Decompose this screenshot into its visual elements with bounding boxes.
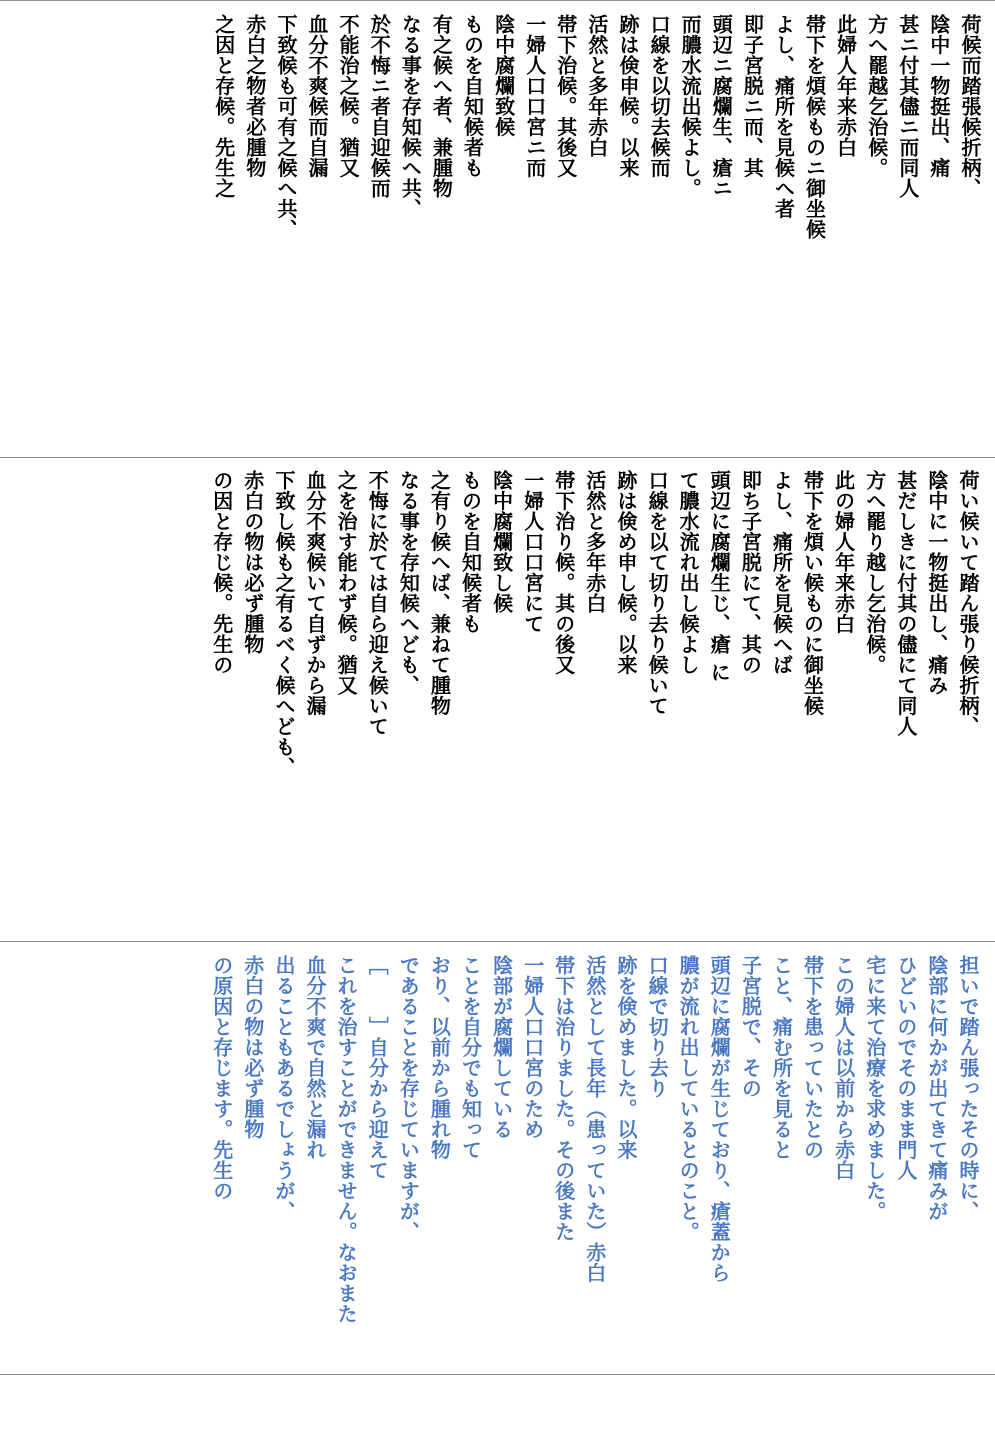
reading-text-column: なる事を存知候へども、	[396, 470, 421, 696]
original-text-column: 帯下治候。其後又	[553, 14, 578, 178]
original-text-column: 荷候而踏張候折柄、	[958, 14, 982, 199]
reading-text-column: 之有り候へば、兼ねて腫物	[427, 470, 452, 716]
translation-text-column: 出ることもあるでしょうが、	[271, 955, 296, 1222]
reading-text-column: 跡は倹め申し候。以来	[613, 470, 638, 675]
translation-text-column: ことを自分でも知って	[458, 955, 483, 1160]
translation-text-column: ［ ］自分から迎えて	[365, 955, 390, 1181]
reading-text-column: 活然と多年赤白	[582, 470, 607, 614]
original-text-column: 一婦人口口宮ニ而	[522, 14, 547, 178]
reading-text-column: 即ち子宮脱にて、其の	[738, 470, 763, 675]
translation-text-column: 宅に来て治療を求めました。	[862, 955, 887, 1222]
translation-text-column: 口線で切り去り	[645, 955, 670, 1099]
original-text-column: 之因と存候。先生之	[211, 14, 236, 199]
original-text-column: 下致候も可有之候へ共、	[273, 14, 298, 240]
translation-text-column: 一婦人口口宮のため	[520, 955, 545, 1140]
reading-text-column: よし、痛所を見候へば	[769, 470, 794, 675]
original-text-column: 不能治之候。猶又	[336, 14, 361, 178]
translation-text-column: であることを存じていますが、	[396, 955, 421, 1242]
translation-text-column: こと、痛む所を見ると	[769, 955, 794, 1160]
reading-text-column: 帯下治り候。其の後又	[551, 470, 576, 675]
reading-text-column: 赤白の物は必ず腫物	[240, 470, 265, 655]
translation-text-column: 帯下は治りました。その後また	[551, 955, 576, 1242]
reading-text-column: 血分不爽候いて自ずから漏	[303, 470, 328, 716]
reading-text-column: 下致し候も之有るべく候へども、	[271, 470, 296, 778]
reading-text-column: 陰中に一物挺出し、痛み	[924, 470, 949, 696]
reading-text-column: 頭辺に腐爛生じ、瘡 に	[707, 470, 732, 683]
original-text-column: 頭辺ニ腐爛生、瘡ニ	[709, 14, 734, 199]
translation-text-column: ひどいのでそのまま門人	[893, 955, 918, 1181]
reading-text-column: 此の婦人年来赤白	[831, 470, 856, 634]
translation-text-column: の原因と存じます。先生の	[209, 955, 234, 1201]
translation-text-column: 担いで踏ん張ったその時に、	[956, 955, 980, 1222]
translation-text-column: 頭辺に腐爛が生じており、瘡蓋から	[707, 955, 732, 1283]
original-text-column: 方へ罷越乞治候。	[864, 14, 889, 178]
translation-text-column: 跡を倹めました。以来	[613, 955, 638, 1160]
reading-text-column: 不悔に於ては自ら迎え候いて	[365, 470, 390, 737]
original-text-column: 陰中腐爛致候	[491, 14, 516, 137]
original-text-column: 赤白之物者必腫物	[242, 14, 267, 178]
original-text-column: 有之候へ者、兼腫物	[429, 14, 454, 199]
original-text-panel	[211, 14, 985, 444]
divider-3	[0, 1374, 995, 1375]
original-text-column: 而膿水流出候よし。	[678, 14, 703, 199]
translation-text-column: 子宮脱で、その	[738, 955, 763, 1099]
translation-text-column: 血分不爽で自然と漏れ	[303, 955, 328, 1160]
reading-text-column: 甚だしきに付其の儘にて同人	[893, 470, 918, 737]
reading-text-column: 一婦人口口宮にて	[520, 470, 545, 634]
reading-text-panel	[133, 470, 983, 930]
original-text-column: 血分不爽候而自漏	[305, 14, 330, 178]
reading-text-column: 之を治す能わず候。猶又	[334, 470, 359, 696]
reading-text-column: 口線を以て切り去り候いて	[645, 470, 670, 716]
reading-text-column: 陰中腐爛致し候	[489, 470, 514, 614]
divider-1	[0, 457, 995, 458]
reading-text-column: 帯下を煩い候ものに御坐候	[800, 470, 825, 716]
original-text-column: 帯下を煩候ものニ御坐候	[802, 14, 827, 240]
reading-text-column: の因と存じ候。先生の	[209, 470, 234, 675]
translation-text-column: 膿が流れ出しているとのこと。	[676, 955, 701, 1242]
original-text-column: ものを自知候者も	[460, 14, 485, 178]
original-text-column: 於不悔ニ者自迎候而	[367, 14, 392, 199]
original-text-column: 即子宮脱ニ而、其	[740, 14, 765, 178]
original-text-column: なる事を存知候へ共、	[398, 14, 423, 219]
original-text-column: 活然と多年赤白	[584, 14, 609, 158]
translation-text-column: おり、以前から腫れ物	[427, 955, 452, 1160]
translation-text-column: 赤白の物は必ず腫物	[240, 955, 265, 1140]
reading-text-column: ものを自知候者も	[458, 470, 483, 634]
original-text-column: 口線を以切去候而	[647, 14, 672, 178]
original-text-column: 跡は倹申候。以来	[615, 14, 640, 178]
reading-text-column: 荷い候いて踏ん張り候折柄、	[956, 470, 980, 737]
translation-text-column: これを治すことができません。なおまた	[334, 955, 359, 1324]
translation-text-column: 活然として長年（患っていた）赤白	[582, 955, 607, 1283]
translation-text-column: この婦人は以前から赤白	[831, 955, 856, 1181]
translation-text-panel	[209, 955, 983, 1365]
divider-2	[0, 941, 995, 942]
original-text-column: 陰中一物挺出、痛	[926, 14, 951, 178]
translation-text-column: 陰部が腐爛している	[489, 955, 514, 1140]
original-text-column: よし、痛所を見候へ者	[771, 14, 796, 219]
top-divider	[0, 0, 995, 1]
original-text-column: 此婦人年来赤白	[833, 14, 858, 158]
reading-text-column: 方へ罷り越し乞治候。	[862, 470, 887, 675]
translation-text-column: 帯下を患っていたとの	[800, 955, 825, 1160]
reading-text-column: て膿水流れ出し候よし	[676, 470, 701, 675]
original-text-column: 甚ニ付其儘ニ而同人	[895, 14, 920, 199]
translation-text-column: 陰部に何かが出てきて痛みが	[924, 955, 949, 1222]
